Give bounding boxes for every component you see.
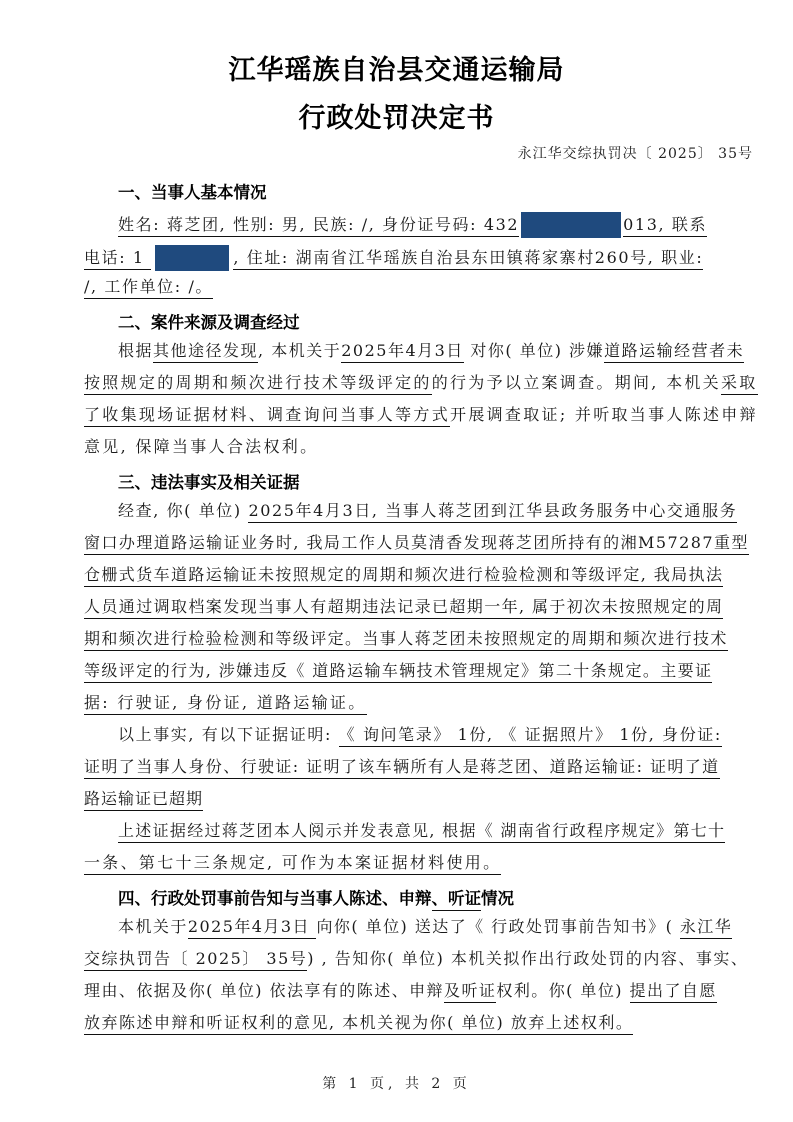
section-heading-prior-notice [118, 885, 514, 909]
facts-line [84, 661, 754, 683]
text: 采取 [721, 373, 758, 395]
notice-number: 交综执罚告〔 2025〕 35号 [84, 949, 307, 971]
section-heading-case-source: 二、案件来源及调查经过 [118, 313, 300, 332]
evidence-line [84, 789, 754, 811]
text: 向你( 单位) 送达了《 行政处罚事前告知书》( [316, 917, 680, 936]
party-id-suffix: 013, 联系 [623, 215, 707, 237]
facts-line [84, 533, 754, 555]
case-source-line [118, 341, 788, 363]
text: 路运输证已超期 [84, 789, 203, 811]
section-heading-party-info: 一、当事人基本情况 [118, 183, 267, 202]
text: 期和频次进行检验检测和等级评定。当事人蒋芝团未按照规定的周期和频次进行技术 [84, 629, 728, 651]
text: 等级评定的行为, 涉嫌违反《 道路运输车辆技术管理规定》第二十条规定。主要证 [84, 661, 712, 683]
text: 一条、第七十三条规定, 可作为本案证据材料使用。 [84, 853, 501, 875]
text: 四、行政处罚事前告知与当事人陈述、申辩 [118, 889, 432, 908]
text: 、听证 [432, 889, 482, 911]
text: 及听证 [444, 981, 496, 1003]
text: 的行为予以立案调查。期间, 本机关 [431, 373, 721, 392]
party-info-line [118, 212, 788, 234]
text: 证明了当事人身份、行驶证: 证明了该车辆所有人是蒋芝团、道路运输证: 证明了道 [84, 757, 720, 779]
text: 放弃陈述申辩和听证权利的意见, 本机关视为你( 单位) 放弃上述权利。 [84, 1013, 633, 1035]
text: ) , 告知你( 单位) 本机关拟作出行政处罚的内容、事实、 [307, 949, 749, 968]
case-source-line [84, 373, 758, 395]
text: 对你( 单位) 涉嫌 [463, 341, 605, 360]
notice-line [84, 949, 754, 971]
redacted-phone [155, 245, 229, 271]
text: , 本机关于 [258, 341, 342, 360]
text: 意见, 保障当事人合法权利。 [84, 437, 319, 456]
redacted-id-number [521, 212, 621, 238]
evidence-line [84, 853, 754, 875]
text: 其他途径发现 [153, 341, 258, 363]
text: 据: 行驶证, 身份证, 道路运输证。 [84, 693, 367, 715]
evidence-line [118, 821, 788, 843]
text: 权利。你( 单位) [496, 981, 630, 1000]
facts-line [118, 501, 788, 523]
text: 本机关于 [118, 917, 188, 936]
text: 了收集现场证据材料、调查询问当事人等方式 [84, 405, 450, 427]
party-info-line [84, 245, 754, 267]
facts-line [84, 629, 754, 651]
notice-line [84, 981, 754, 1003]
text: 开展调查取证; 并听取当事人陈述申辩 [450, 405, 758, 424]
page-footer: 第 1 页, 共 2 页 [322, 1076, 471, 1092]
text: 仓栅式货车道路运输证未按照规定的周期和频次进行检验检测和等级评定, 我局执法 [84, 565, 723, 587]
text: 理由、依据及你( 单位) 依法享有的陈述、申辩 [84, 981, 445, 1000]
case-source-line [84, 437, 754, 459]
evidence-line [84, 757, 754, 779]
party-phone-label: 电话: 1 [84, 248, 145, 270]
text: 2025年4月3日, 当事人蒋芝团到江华县政务服务中心交通服务 [248, 501, 737, 523]
text: 人员通过调取档案发现当事人有超期违法记录已超期一年, 属于初次未按照规定的周 [84, 597, 723, 619]
text: 提出了自愿 [630, 981, 717, 1003]
evidence-line [118, 725, 788, 747]
section-heading-facts-evidence: 三、违法事实及相关证据 [118, 473, 300, 492]
evidence-list: 《 询问笔录》 1份, 《 证据照片》 1份, 身份证: [339, 725, 722, 747]
case-date: 2025年4月3日 [341, 341, 464, 363]
text: 根据 [118, 341, 154, 360]
text: 上述证据经过蒋芝团本人阅示并发表意见, 根据《 湖南省行政程序规定》第七十 [118, 821, 725, 843]
document-title: 行政处罚决定书 [298, 103, 495, 134]
party-address: , 住址: 湖南省江华瑶族自治县东田镇蒋家寨村260号, 职业: [233, 248, 703, 270]
party-info-line [84, 277, 754, 299]
document-number: 永江华交综执罚决〔 2025〕 35号 [517, 146, 753, 162]
text: 以上事实, 有以下证据证明: [118, 725, 339, 744]
facts-line [84, 565, 754, 587]
text: 窗口办理道路运输证业务时, 我局工作人员莫清香发现蒋芝团所持有的湘M57287重型 [84, 533, 749, 555]
text: 情况 [481, 889, 514, 908]
text: 按照规定的周期和频次进行技术等级评定的 [84, 373, 432, 395]
party-occupation: /, 工作单位: /。 [84, 277, 213, 299]
notice-line [118, 917, 788, 939]
notice-line [84, 1013, 754, 1035]
case-source-line [84, 405, 758, 427]
text: 永江华 [680, 917, 732, 939]
text: 道路运输经营者未 [604, 341, 744, 363]
text: 经查, 你( 单位) [118, 501, 249, 520]
agency-title: 江华瑶族自治县交通运输局 [228, 55, 565, 86]
notice-date: 2025年4月3日 [188, 917, 317, 939]
party-name-id: 姓名: 蒋芝团, 性别: 男, 民族: /, 身份证号码: 432 [118, 215, 519, 237]
facts-line [84, 693, 754, 715]
facts-line [84, 597, 754, 619]
